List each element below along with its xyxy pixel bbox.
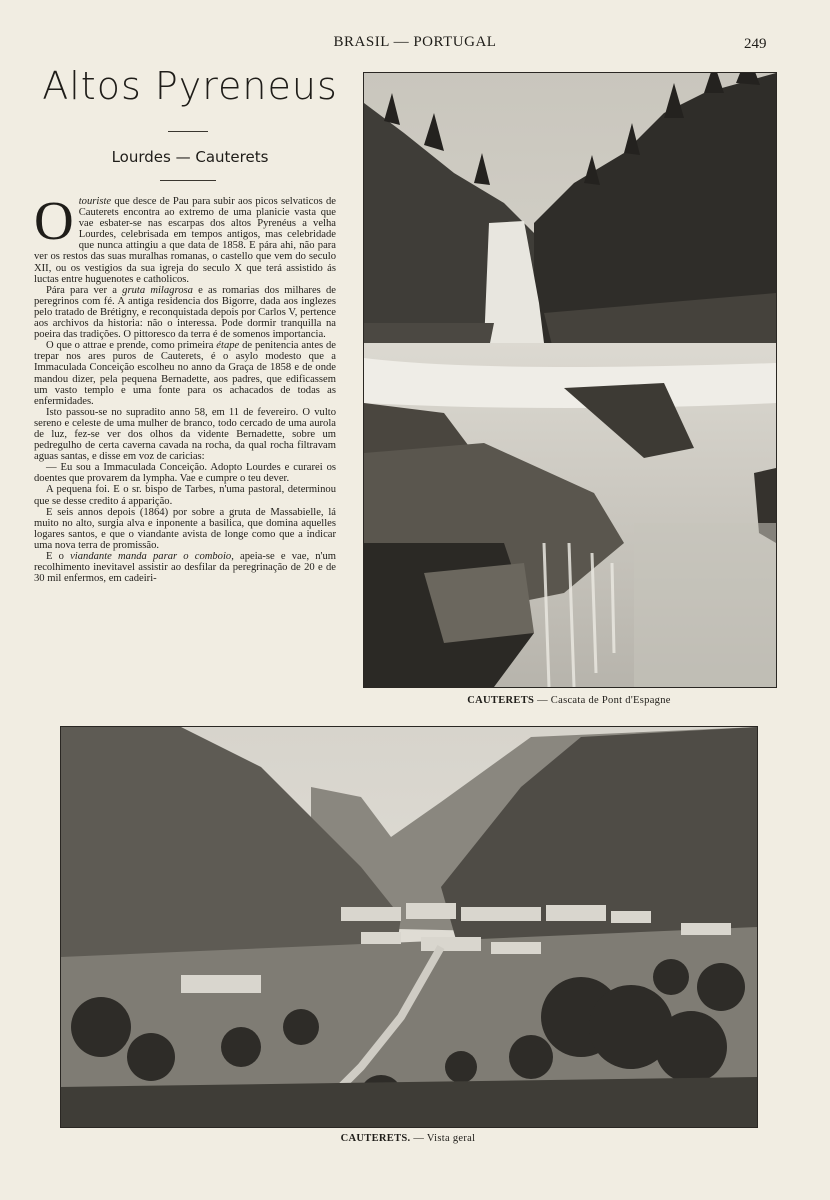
valley-caption: CAUTERETS. — Vista geral — [340, 1133, 476, 1144]
article-paragraph: Otouriste que desce de Pau para subir aos picos selvaticos de Cauterets encontra ao extremo de uma planicie vasta que vae esbater-se nas escarpas dos altos Pyrenéus a velha Lourdes, celebrisada em tempos antigos, mas celebridade que nunca attingiu a que data de 1858. E pára ahi, não para ver os restos das suas muralhas romanas, o castello que vem do seculo XII, ou os vestigios da sua igreja do seculo X que terá assistido ás luctas entre huguenotes e catholicos. — [34, 196, 336, 285]
article-title: Altos Pyreneus — [42, 64, 338, 108]
lead-word: touriste — [78, 196, 112, 207]
article-paragraph: Pára para ver a gruta milagrosa e as romarias dos milhares de peregrinos com fé. A antiga residencia dos Bigorre, dada aos inglezes pelo tratado de Brétigny, e reconquistada depois por Carlos V, pertence aos archivos da historia: não o interessa. Pode dormir tranquilla na poeira das tradições. O pittoresco da terra é de somenos importancia. — [34, 284, 336, 341]
article-subtitle: Lourdes — Cauterets — [111, 148, 269, 166]
article-paragraph: — Eu sou a Immaculada Conceição. Adopto Lourdes e curarei os doentes que provarem da lympha. Vae e cumpre o teu dever. — [34, 462, 336, 485]
subtitle-rule — [160, 180, 216, 181]
article-paragraph: Isto passou-se no supradito anno 58, em 11 de fevereiro. O vulto sereno e celeste de uma mulher de branco, todo cercado de uma aurola de luz, fez-se ver dos olhos da vidente Bernadette, sobre um pedregulho de certa caverna cavada na rocha, da qual rocha filtravam aguas santas, e disse em voz de caricias: — [34, 406, 336, 463]
article-paragraph: E seis annos depois (1864) por sobre a gruta de Massabielle, lá muito no alto, surgia alva e inponente a basilica, que domina aquelles logares santos, e que o viandante avista de longe como que a indicar uma nova terra de promissão. — [34, 506, 336, 551]
article-body — [34, 196, 336, 700]
valley-illustration — [61, 727, 757, 1127]
running-title: BRASIL — PORTUGAL — [333, 34, 497, 50]
article-paragraph: O que o attrae e prende, como primeira étape de penitencia antes de trepar nos ares puros de Cauterets, é o asylo modesto que a Immaculada Conceição escolheu no anno da Graça de 1858 e de onde mandou dizer, pela pequena Bernadette, aos padres, que edificassem um vasto templo e uma fonte para os achacados de todas as enfermidades. — [34, 340, 336, 407]
cascade-caption: CAUTERETS — Cascata de Pont d'Espagne — [467, 695, 671, 706]
cascade-photo — [363, 72, 777, 688]
cascade-illustration — [364, 73, 776, 687]
valley-photo — [60, 726, 758, 1128]
article-paragraph: E o viandante manda parar o comboio, apeia-se e vae, n'um recolhimento inevitavel assistir ao desfilar da peregrinação de 20 e de 30 mil enfermos, em cadeiri- — [34, 551, 336, 585]
page-number: 249 — [744, 36, 767, 52]
title-rule — [168, 131, 208, 132]
article-paragraph: A pequena foi. E o sr. bispo de Tarbes, n'uma pastoral, determinou que se desse credito á apparição. — [34, 484, 336, 507]
drop-cap: O — [34, 196, 74, 251]
